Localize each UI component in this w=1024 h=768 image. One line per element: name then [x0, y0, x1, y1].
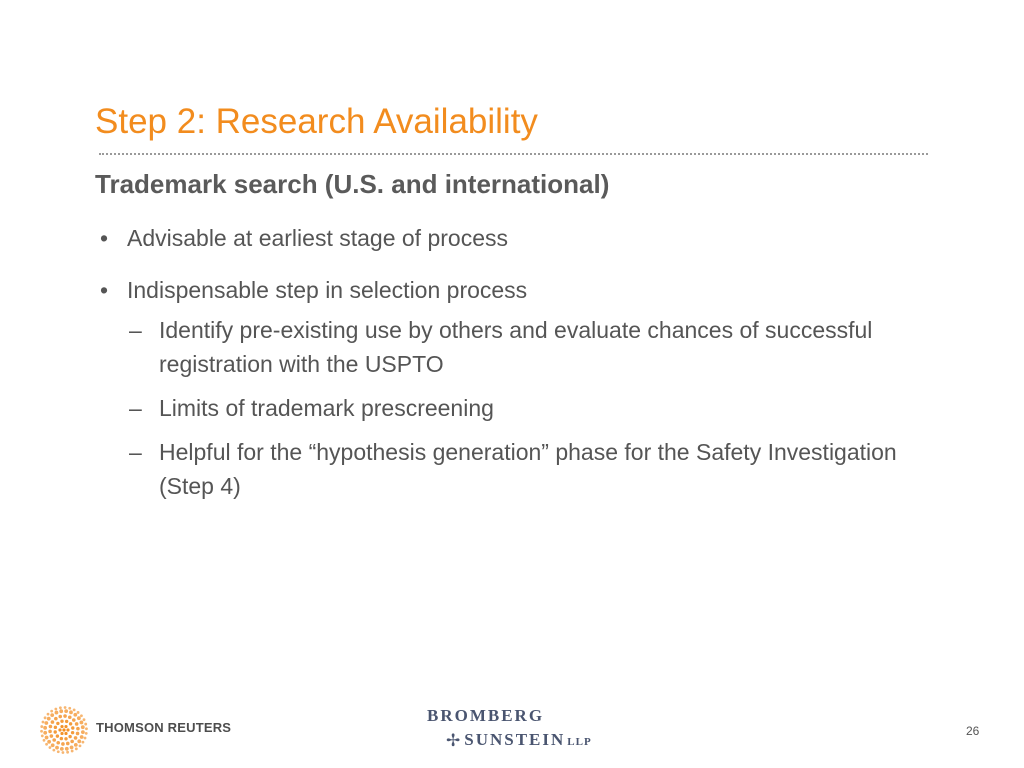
bullet-item	[100, 274, 940, 503]
slide-title: Step 2: Research Availability	[95, 102, 538, 141]
thomson-reuters-dot-sphere-icon	[40, 706, 88, 754]
bromberg-logo-line2	[446, 730, 592, 751]
title-divider	[99, 153, 928, 155]
page-number: 26	[966, 724, 980, 738]
slide-footer	[0, 690, 1024, 768]
bullet-list	[100, 222, 940, 503]
sub-bullet-marker: –	[129, 395, 142, 421]
bromberg-logo-sunstein: SUNSTEIN	[464, 730, 566, 749]
sub-bullet-marker: –	[129, 439, 142, 465]
sub-bullet-item	[127, 435, 940, 503]
thomson-reuters-logo-text: THOMSON REUTERS	[96, 720, 232, 735]
sub-bullet-text: Helpful for the “hypothesis generation” phase for the Safety Investigation (Step 4)	[159, 439, 897, 499]
bullet-text: Indispensable step in selection process	[127, 277, 528, 303]
bromberg-logo-llp: LLP	[567, 736, 592, 748]
bromberg-star-icon: ✢	[446, 731, 461, 750]
sub-bullet-item	[127, 391, 940, 425]
bullet-marker: •	[100, 277, 109, 303]
sub-bullet-text: Limits of trademark prescreening	[159, 395, 494, 421]
bullet-item	[100, 222, 940, 255]
sub-bullet-item	[127, 313, 940, 381]
bromberg-logo-line1: BROMBERG	[427, 706, 545, 725]
bullet-text: Advisable at earliest stage of process	[127, 225, 508, 251]
sub-bullet-list	[127, 313, 940, 503]
sub-bullet-marker: –	[129, 317, 142, 343]
bullet-marker: •	[100, 225, 109, 251]
slide-subtitle: Trademark search (U.S. and international)	[95, 169, 610, 199]
sub-bullet-text: Identify pre-existing use by others and evaluate chances of successful registration with the USPTO	[159, 317, 873, 377]
